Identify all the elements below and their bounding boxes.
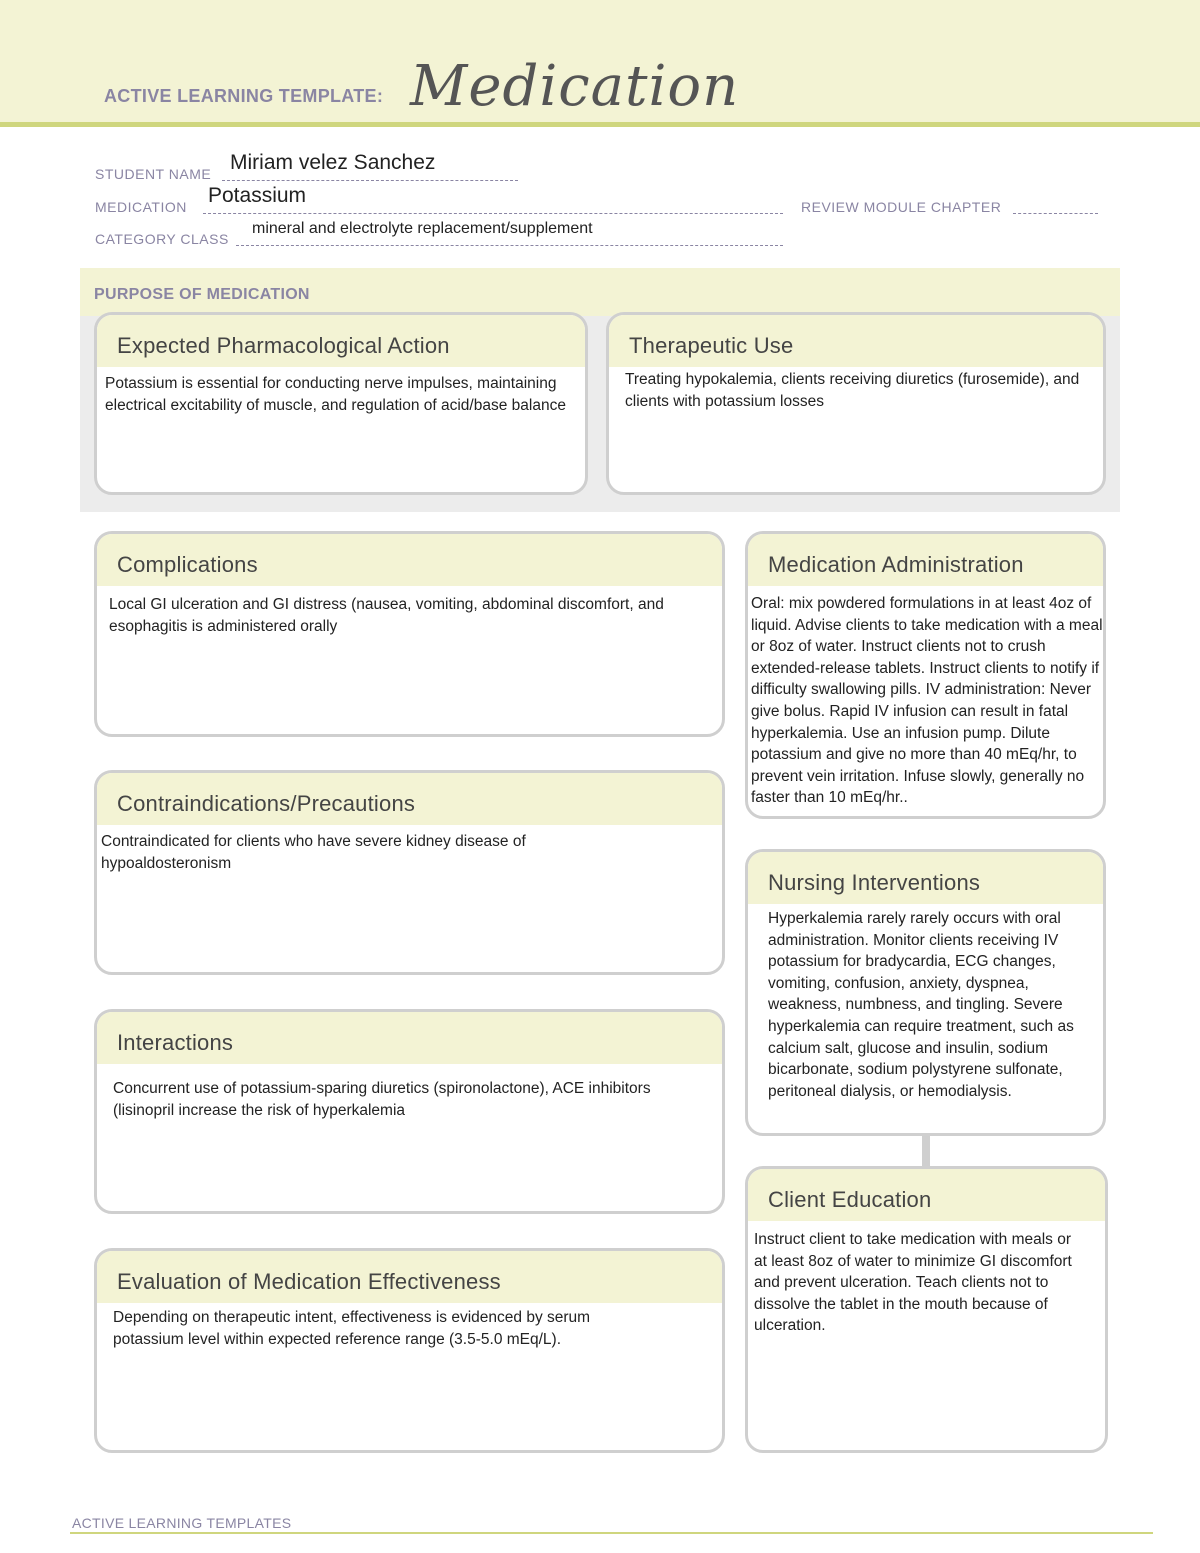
expected-action-title: Expected Pharmacological Action [117, 333, 450, 358]
student-name-line [222, 180, 518, 181]
review-module-line[interactable] [1013, 213, 1098, 214]
nursing-body[interactable]: Hyperkalemia rarely rarely occurs with oral administration. Monitor clients receiving IV potassium for bradycardia, ECG changes, vomiting, confusion, anxiety, dyspnea, weakness, numbness, and tingling. Severe hyperkalemia can require treatment, such as calcium salt, glucose and insulin, sodium bicarbonate, sodium polystyrene sulfonate, peritoneal dialysis, or hemodialysis. [768, 910, 1074, 1100]
administration-title: Medication Administration [768, 552, 1024, 577]
medication-label: MEDICATION [95, 199, 187, 215]
education-box [745, 1166, 1108, 1453]
header-rule [0, 122, 1200, 127]
evaluation-box [94, 1248, 725, 1453]
education-title: Client Education [768, 1187, 932, 1212]
education-body[interactable]: Instruct client to take medication with meals or at least 8oz of water to minimize GI discomfort and prevent ulceration. Teach clients not to dissolve the tablet in the mouth because of ulceration. [754, 1231, 1072, 1335]
medication-line [203, 213, 783, 214]
connector-bar [922, 1134, 930, 1168]
therapeutic-use-title: Therapeutic Use [629, 333, 794, 358]
complications-box [94, 531, 725, 737]
interactions-title: Interactions [117, 1030, 234, 1055]
complications-title: Complications [117, 552, 258, 577]
complications-body[interactable]: Local GI ulceration and GI distress (nausea, vomiting, abdominal discomfort, and esophagitis is administered orally [109, 596, 664, 635]
student-name-value[interactable]: Miriam velez Sanchez [230, 151, 436, 174]
administration-body[interactable]: Oral: mix powdered formulations in at least 4oz of liquid. Advise clients to take medication with a meal or 8oz of water. Instruct clients not to crush extended-release tablets. Instruct clients to notify if difficulty swallowing pills. IV administration: Never give bolus. Rapid IV infusion can result in fatal hyperkalemia. Use an infusion pump. Dilute potassium and give no more than 40 mEq/hr, to prevent vein irritation. Infuse slowly, generally no faster than 10 mEq/hr.. [751, 595, 1103, 807]
therapeutic-use-body[interactable]: Treating hypokalemia, clients receiving diuretics (furosemide), and clients with potassium losses [625, 371, 1080, 410]
evaluation-body[interactable]: Depending on therapeutic intent, effectiveness is evidenced by serum potassium level within expected reference range (3.5-5.0 mEq/L). [113, 1309, 591, 1348]
contraindications-body[interactable]: Contraindicated for clients who have severe kidney disease of hypoaldosteronism [101, 833, 526, 872]
template-label: ACTIVE LEARNING TEMPLATE: [104, 86, 384, 106]
review-module-label: REVIEW MODULE CHAPTER [801, 199, 1002, 215]
student-name-label: STUDENT NAME [95, 166, 212, 182]
medication-value[interactable]: Potassium [208, 184, 307, 207]
template-title: Medication [410, 54, 740, 119]
therapeutic-use-box [606, 312, 1106, 495]
expected-action-body[interactable]: Potassium is essential for conducting nerve impulses, maintaining electrical excitability of muscle, and regulation of acid/base balance [105, 375, 566, 414]
contraindications-box [94, 770, 725, 975]
footer-rule [70, 1532, 1153, 1534]
category-class-value[interactable]: mineral and electrolyte replacement/supplement [252, 220, 593, 237]
nursing-title: Nursing Interventions [768, 870, 981, 895]
category-class-label: CATEGORY CLASS [95, 231, 229, 247]
contraindications-title: Contraindications/Precautions [117, 791, 416, 816]
expected-action-box [94, 312, 588, 495]
footer-label: ACTIVE LEARNING TEMPLATES [72, 1515, 292, 1531]
nursing-box [745, 849, 1106, 1136]
interactions-body[interactable]: Concurrent use of potassium-sparing diuretics (spironolactone), ACE inhibitors (lisinopril increase the risk of hyperkalemia [113, 1080, 651, 1119]
administration-box [745, 531, 1106, 819]
interactions-box [94, 1009, 725, 1214]
category-class-line [236, 245, 783, 246]
evaluation-title: Evaluation of Medication Effectiveness [117, 1269, 501, 1294]
purpose-label: PURPOSE OF MEDICATION [94, 286, 310, 303]
